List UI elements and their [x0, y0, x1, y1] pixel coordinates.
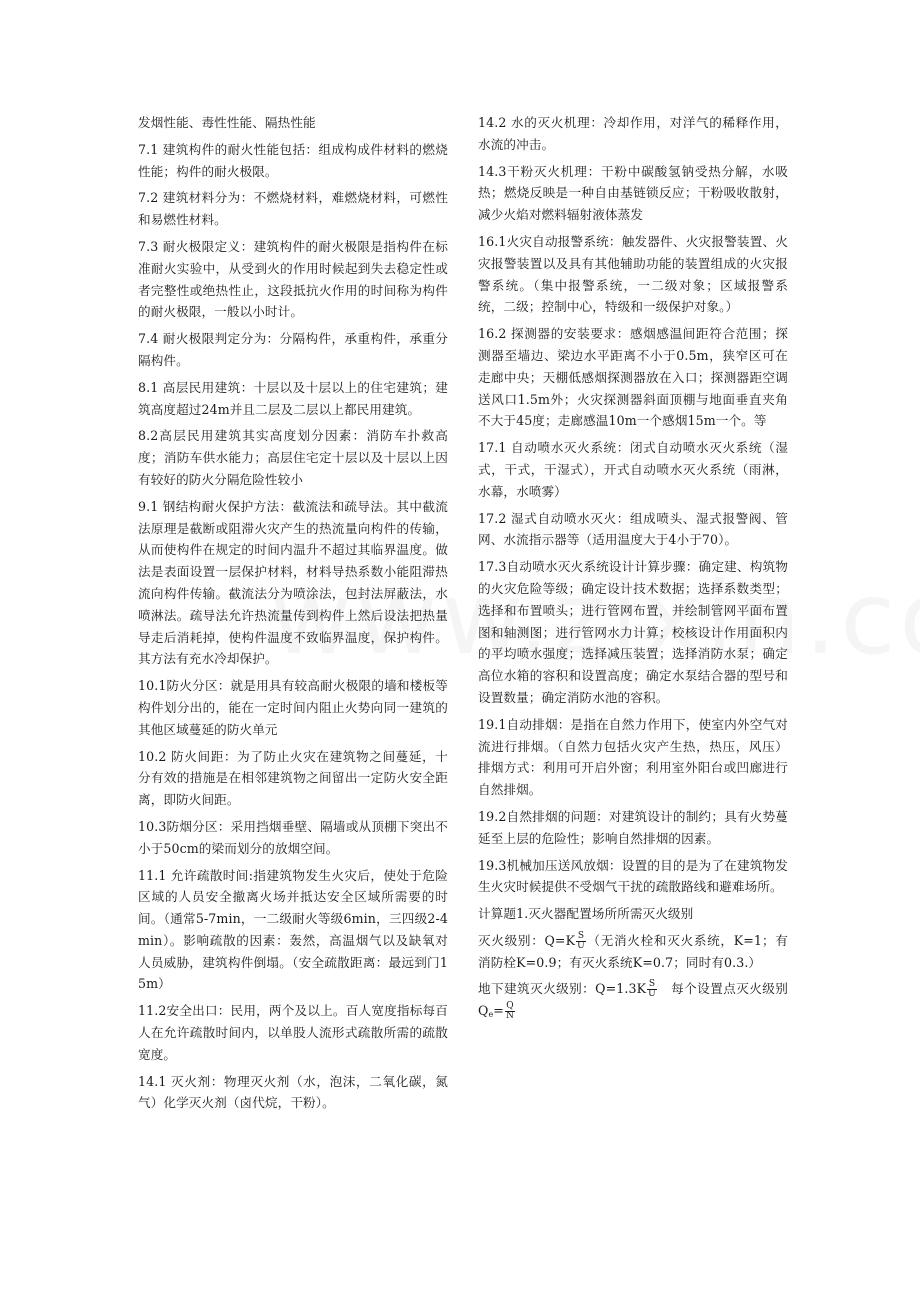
- paragraph: 10.2 防火间距：为了防止火灾在建筑物之间蔓延，十分有效的措施是在相邻建筑物之间留出一定防火安全距离，即防火间距。: [138, 748, 448, 808]
- fraction-denominator: U: [648, 989, 656, 1000]
- fraction: [576, 932, 586, 951]
- paragraph: 9.1 钢结构耐火保护方法：截流法和疏导法。其中截流法原理是截断或阻滞火灾产生的热流量向构件的传输，从而使构件在规定的时间内温升不超过其临界温度。做法是表面设置一层保护材料，材料导热系数小能阻滞热流向构件传输。截流法分为喷涂法，包封法屏蔽法，水喷淋法。疏导法允许热流量传到构件上然后设法把热量导走后消耗掉，使构件温度不致临界温度，保护构件。其方法有充水冷却保护。: [138, 498, 448, 667]
- left-column: [138, 112, 448, 1119]
- calc-formula-1: [478, 930, 788, 974]
- formula-text: 灭火级别：Q=K: [478, 932, 576, 948]
- fraction-numerator: S: [577, 930, 585, 941]
- paragraph: 7.1 建筑构件的耐火性能包括：组成构成件材料的燃烧性能；构件的耐火极限。: [138, 141, 448, 179]
- paragraph: 17.2 湿式自动喷水灭火：组成喷头、湿式报警阀、管网、水流指示器等（适用温度大于4小于70）。: [478, 510, 788, 548]
- paragraph: 7.3 耐火极限定义：建筑构件的耐火极限是指构件在标准耐火实验中，从受到火的作用时候起到失去稳定性或者完整性或绝热性止，这段抵抗火作用的时间称为构件的耐火极限，一般以小时计。: [138, 238, 448, 320]
- paragraph: 19.1自动排烟：是指在自然力作用下，使室内外空气对流进行排烟。（自然力包括火灾产生热，热压，风压）排烟方式：利用可开启外窗；利用室外阳台或凹廊进行自然排烟。: [478, 716, 788, 798]
- paragraph: 17.1 自动喷水灭火系统：闭式自动喷水灭火系统（湿式，干式，干湿式），开式自动喷水灭火系统（雨淋，水幕，水喷雾）: [478, 440, 788, 499]
- formula-text: =: [493, 1003, 504, 1019]
- paragraph: 11.2安全出口：民用，两个及以上。百人宽度指标每百人在允许疏散时间内，以单股人流形式疏散所需的疏散宽度。: [138, 1003, 448, 1062]
- fraction: [505, 1002, 515, 1021]
- fraction-denominator: N: [505, 1011, 514, 1022]
- fraction-numerator: S: [648, 979, 656, 990]
- calc-formula-2: [478, 978, 788, 1026]
- paragraph: 8.2高层民用建筑其实高度划分因素：消防车扑救高度；消防车供水能力；高层住宅定十层以及十层以上因有较好的防火分隔危险性较小: [138, 428, 448, 487]
- paragraph: 14.2 水的灭火机理：冷却作用，对洋气的稀释作用，水流的冲击。: [478, 115, 788, 152]
- fraction-denominator: U: [577, 940, 585, 951]
- paragraph: 19.2自然排烟的问题：对建筑设计的制约；具有火势蔓延至上层的危险性；影响自然排烟的因素。: [478, 808, 788, 846]
- paragraph: 11.1 允许疏散时间:指建筑物发生火灾后，使处于危险区域的人员安全撤离火场并抵达安全区域所需要的时间。（通常5-7min，一二级耐火等级6min，三四级2-4min）。影响疏散的因素：轰然，高温烟气以及缺氧对人员威胁，建筑构件倒塌。（安全疏散距离：最远到门15m）: [138, 867, 448, 992]
- fraction: [647, 980, 657, 999]
- formula-text: 地下建筑灭火级别：Q=1.3K: [478, 981, 647, 997]
- paragraph: 10.3防烟分区：采用挡烟垂壁、隔墙或从顶棚下突出不小于50cm的梁而划分的放烟空间。: [138, 818, 448, 856]
- paragraph: 14.3干粉灭火机理：干粉中碳酸氢钠受热分解，水吸热；燃烧反映是一种自由基链锁反应；干粉吸收散射，减少火焰对燃料辐射液体蒸发: [478, 163, 788, 223]
- paragraph: 16.1火灾自动报警系统：触发器件、火灾报警装置、火灾报警装置以及具有其他辅助功能的装置组成的火灾报警系统。（集中报警系统，一二级对象；区域报警系统，二级；控制中心，特级和一级保护对象。）: [478, 233, 788, 315]
- formula-text: （无消火栓和灭火系统，K=1；有消防栓K=0.9；有灭火系统K=0.7；同时有0.3.）: [478, 932, 788, 970]
- fraction-numerator: Q: [506, 1001, 514, 1012]
- paragraph: 10.1防火分区：就是用具有较高耐火极限的墙和楼板等构件划分出的，能在一定时间内阻止火势向同一建筑的其他区域蔓延的防火单元: [138, 678, 448, 737]
- paragraph: 7.2 建筑材料分为：不燃烧材料，难燃烧材料，可燃性和易燃性材料。: [138, 190, 448, 228]
- paragraph: 19.3机械加压送风放烟：设置的目的是为了在建筑物发生火灾时候提供不受烟气干扰的疏散路线和避难场所。: [478, 857, 788, 895]
- paragraph: 8.1 高层民用建筑：十层以及十层以上的住宅建筑；建筑高度超过24m并且二层及二层以上都民用建筑。: [138, 379, 448, 417]
- paragraph: 17.3自动喷水灭火系统设计计算步骤：确定建、构筑物的火灾危险等级；确定设计技术数据；选择系数类型；选择和布置喷头；进行管网布置，并绘制管网平面布置图和轴测图；进行管网水力计算；校核设计作用面积内的平均喷水强度；选择减压装置；选择消防水泵；确定高位水箱的容积和设置高度；确定水泵结合器的型号和设置数量；确定消防水池的容积。: [478, 559, 788, 705]
- right-column: [478, 112, 788, 1031]
- paragraph: 14.1 灭火剂：物理灭火剂（水，泡沫，二氧化碳，氮气）化学灭火剂（卤代烷，干粉）。: [138, 1073, 448, 1111]
- calc-title: 计算题1.灭火器配置场所所需灭火级别: [478, 906, 694, 922]
- formula-text: 每个设置点灭火级别Q: [478, 981, 788, 1019]
- paragraph: 16.2 探测器的安装要求：感烟感温间距符合范围；探测器至墙边、梁边水平距离不小于0.5m，狭窄区可在走廊中央；天棚低感烟探测器放在入口；探测器距空调送风口1.5m外；火灾探测器斜面顶棚与地面垂直夹角不大于45度；走廊感温10m一个感烟15m一个。等: [478, 326, 788, 429]
- paragraph: 7.4 耐火极限判定分为：分隔构件，承重构件，承重分隔构件。: [138, 331, 448, 368]
- paragraph: 发烟性能、毒性性能、隔热性能: [138, 115, 316, 130]
- subscript: e: [488, 1010, 494, 1020]
